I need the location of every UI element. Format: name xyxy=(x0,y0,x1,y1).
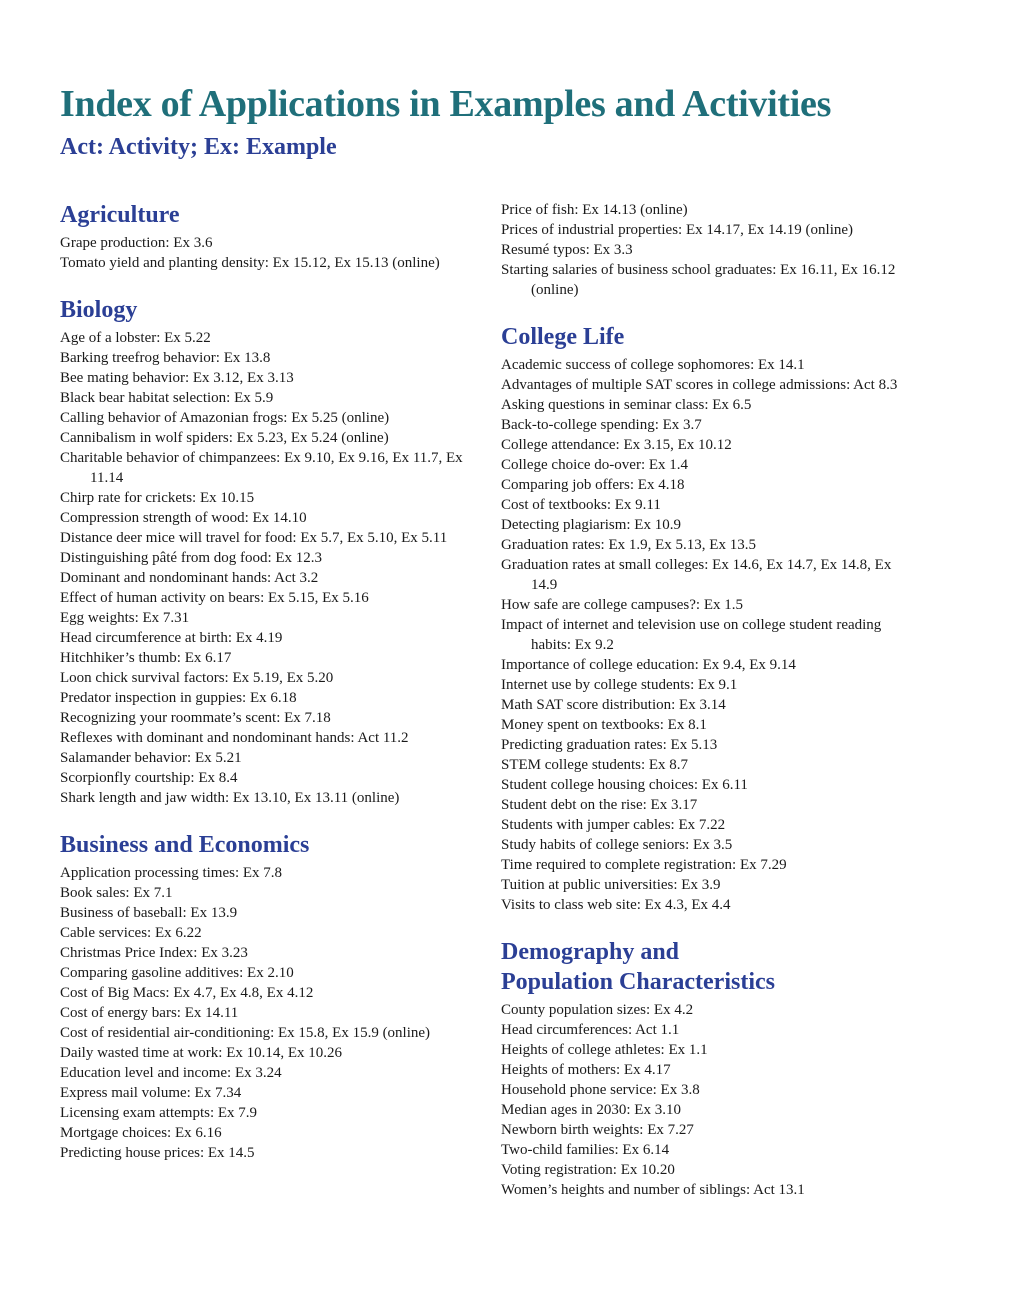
entry-list xyxy=(501,1000,921,1200)
index-entry: Back-to-college spending: Ex 3.7 xyxy=(501,417,702,433)
index-entry: Calling behavior of Amazonian frogs: Ex 5.25 (online) xyxy=(60,410,390,426)
index-entry: Daily wasted time at work: Ex 10.14, Ex 10.26 xyxy=(60,1045,343,1061)
index-entry: Voting registration: Ex 10.20 xyxy=(501,1162,675,1178)
section-heading xyxy=(60,200,480,230)
index-entry: Education level and income: Ex 3.24 xyxy=(60,1065,282,1081)
index-entry: Christmas Price Index: Ex 3.23 xyxy=(60,945,248,961)
index-entry: Salamander behavior: Ex 5.21 xyxy=(60,750,242,766)
section-heading-text: Biology xyxy=(60,297,138,323)
section-heading-text: Business and Economics xyxy=(60,832,310,858)
index-entry: Internet use by college students: Ex 9.1 xyxy=(501,677,738,693)
index-entry: Median ages in 2030: Ex 3.10 xyxy=(501,1102,681,1118)
index-entry: Detecting plagiarism: Ex 10.9 xyxy=(501,517,681,533)
index-entry: Importance of college education: Ex 9.4, Ex 9.14 xyxy=(501,657,796,673)
section-biology xyxy=(60,295,480,808)
index-entry: Newborn birth weights: Ex 7.27 xyxy=(501,1122,694,1138)
index-entry: Loon chick survival factors: Ex 5.19, Ex 5.20 xyxy=(60,670,334,686)
section-business-and-economics xyxy=(60,830,480,1163)
index-entry: Express mail volume: Ex 7.34 xyxy=(60,1085,242,1101)
index-entry: Graduation rates at small colleges: Ex 14.6, Ex 14.7, Ex 14.8, Ex 14.9 xyxy=(501,557,892,593)
index-entry: Visits to class web site: Ex 4.3, Ex 4.4 xyxy=(501,897,731,913)
index-entry: Egg weights: Ex 7.31 xyxy=(60,610,190,626)
index-entry: Cost of energy bars: Ex 14.11 xyxy=(60,1005,239,1021)
index-entry: Distinguishing pâté from dog food: Ex 12.3 xyxy=(60,550,323,566)
index-entry: Predicting house prices: Ex 14.5 xyxy=(60,1145,255,1161)
index-entry: Hitchhiker’s thumb: Ex 6.17 xyxy=(60,650,232,666)
index-entry: Academic success of college sophomores: Ex 14.1 xyxy=(501,357,805,373)
index-entry: Shark length and jaw width: Ex 13.10, Ex 13.11 (online) xyxy=(60,790,400,806)
index-entry: Price of fish: Ex 14.13 (online) xyxy=(501,202,688,218)
index-entry: Business of baseball: Ex 13.9 xyxy=(60,905,238,921)
index-entry: College attendance: Ex 3.15, Ex 10.12 xyxy=(501,437,732,453)
index-entry: County population sizes: Ex 4.2 xyxy=(501,1002,694,1018)
section-agriculture xyxy=(60,200,480,273)
index-entry: Cannibalism in wolf spiders: Ex 5.23, Ex 5.24 (online) xyxy=(60,430,389,446)
section-heading-text: Demography and xyxy=(501,939,680,965)
index-entry: Math SAT score distribution: Ex 3.14 xyxy=(501,697,726,713)
page-subtitle: Act: Activity; Ex: Example xyxy=(60,134,337,160)
index-entry: Asking questions in seminar class: Ex 6.5 xyxy=(501,397,752,413)
index-entry: Time required to complete registration: Ex 7.29 xyxy=(501,857,787,873)
index-entry: Application processing times: Ex 7.8 xyxy=(60,865,283,881)
section-heading-text: College Life xyxy=(501,324,625,350)
entry-list xyxy=(60,328,480,808)
section-college-life xyxy=(501,322,921,915)
index-entry: Bee mating behavior: Ex 3.12, Ex 3.13 xyxy=(60,370,294,386)
section-demography-and-population-characteristics xyxy=(501,937,921,1200)
index-entry: Compression strength of wood: Ex 14.10 xyxy=(60,510,307,526)
index-entry: Grape production: Ex 3.6 xyxy=(60,235,213,251)
index-entry: Student college housing choices: Ex 6.11 xyxy=(501,777,748,793)
index-entry: Prices of industrial properties: Ex 14.17, Ex 14.19 (online) xyxy=(501,222,854,238)
right-column xyxy=(501,200,921,1222)
index-entry: Tomato yield and planting density: Ex 15.12, Ex 15.13 (online) xyxy=(60,255,440,271)
entry-list xyxy=(60,233,480,273)
continued-entry-list xyxy=(501,200,921,300)
index-entry: Barking treefrog behavior: Ex 13.8 xyxy=(60,350,271,366)
index-entry: Graduation rates: Ex 1.9, Ex 5.13, Ex 13.5 xyxy=(501,537,756,553)
index-entry: Student debt on the rise: Ex 3.17 xyxy=(501,797,698,813)
index-entry: Mortgage choices: Ex 6.16 xyxy=(60,1125,222,1141)
section-heading xyxy=(501,937,921,997)
index-entry: Advantages of multiple SAT scores in college admissions: Act 8.3 xyxy=(501,377,898,393)
entry-list xyxy=(501,355,921,915)
index-entry: STEM college students: Ex 8.7 xyxy=(501,757,689,773)
index-entry: Scorpionfly courtship: Ex 8.4 xyxy=(60,770,238,786)
index-entry: Household phone service: Ex 3.8 xyxy=(501,1082,700,1098)
index-entry: College choice do-over: Ex 1.4 xyxy=(501,457,689,473)
page-title: Index of Applications in Examples and Activities xyxy=(60,83,832,125)
index-entry: Dominant and nondominant hands: Act 3.2 xyxy=(60,570,319,586)
index-entry: Heights of college athletes: Ex 1.1 xyxy=(501,1042,708,1058)
index-entry: Impact of internet and television use on college student reading habits: Ex 9.2 xyxy=(501,617,882,653)
index-entry: Resumé typos: Ex 3.3 xyxy=(501,242,633,258)
index-entry: Head circumferences: Act 1.1 xyxy=(501,1022,680,1038)
index-entry: Heights of mothers: Ex 4.17 xyxy=(501,1062,671,1078)
index-entry: Charitable behavior of chimpanzees: Ex 9.10, Ex 9.16, Ex 11.7, Ex 11.14 xyxy=(60,450,463,486)
index-entry: Two-child families: Ex 6.14 xyxy=(501,1142,670,1158)
index-entry: Predator inspection in guppies: Ex 6.18 xyxy=(60,690,297,706)
index-entry: Cable services: Ex 6.22 xyxy=(60,925,202,941)
section-heading xyxy=(60,295,480,325)
left-column xyxy=(60,200,480,1185)
index-entry: Licensing exam attempts: Ex 7.9 xyxy=(60,1105,258,1121)
index-entry: Students with jumper cables: Ex 7.22 xyxy=(501,817,726,833)
index-entry: Comparing gasoline additives: Ex 2.10 xyxy=(60,965,294,981)
section-heading-text: Population Characteristics xyxy=(501,969,775,995)
index-entry: Cost of Big Macs: Ex 4.7, Ex 4.8, Ex 4.12 xyxy=(60,985,314,1001)
index-entry: Reflexes with dominant and nondominant hands: Act 11.2 xyxy=(60,730,409,746)
section-heading-text: Agriculture xyxy=(60,202,180,228)
index-entry: Study habits of college seniors: Ex 3.5 xyxy=(501,837,733,853)
index-entry: Predicting graduation rates: Ex 5.13 xyxy=(501,737,718,753)
index-entry: Cost of textbooks: Ex 9.11 xyxy=(501,497,661,513)
index-entry: Comparing job offers: Ex 4.18 xyxy=(501,477,685,493)
entry-list xyxy=(60,863,480,1163)
index-entry: Starting salaries of business school graduates: Ex 16.11, Ex 16.12 (online) xyxy=(501,262,896,298)
index-entry: Age of a lobster: Ex 5.22 xyxy=(60,330,211,346)
index-entry: Money spent on textbooks: Ex 8.1 xyxy=(501,717,707,733)
index-entry: Tuition at public universities: Ex 3.9 xyxy=(501,877,721,893)
index-entry: Effect of human activity on bears: Ex 5.15, Ex 5.16 xyxy=(60,590,369,606)
section-heading xyxy=(501,322,921,352)
index-entry: Recognizing your roommate’s scent: Ex 7.18 xyxy=(60,710,331,726)
index-entry: Head circumference at birth: Ex 4.19 xyxy=(60,630,283,646)
index-entry: Black bear habitat selection: Ex 5.9 xyxy=(60,390,274,406)
index-entry: Distance deer mice will travel for food: Ex 5.7, Ex 5.10, Ex 5.11 xyxy=(60,530,448,546)
index-entry: Chirp rate for crickets: Ex 10.15 xyxy=(60,490,255,506)
index-entry: Cost of residential air-conditioning: Ex 15.8, Ex 15.9 (online) xyxy=(60,1025,431,1041)
index-entry: Women’s heights and number of siblings: Act 13.1 xyxy=(501,1182,805,1198)
section-heading xyxy=(60,830,480,860)
index-entry: How safe are college campuses?: Ex 1.5 xyxy=(501,597,743,613)
index-entry: Book sales: Ex 7.1 xyxy=(60,885,173,901)
